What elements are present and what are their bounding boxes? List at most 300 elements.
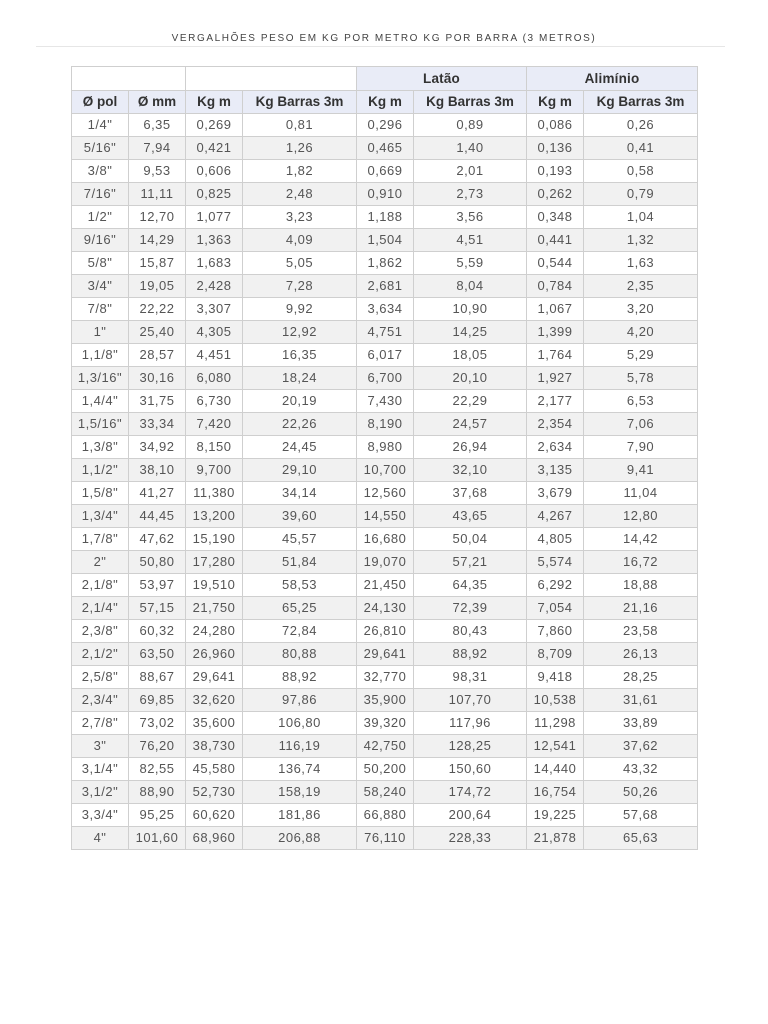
cell-diameter-inch: 1,3/8"	[72, 436, 129, 459]
cell-latao-kg-m: 26,810	[357, 620, 414, 643]
cell-latao-kg-bar: 174,72	[414, 781, 527, 804]
cell-latao-kg-bar: 72,39	[414, 597, 527, 620]
cell-diameter-mm: 63,50	[129, 643, 186, 666]
cell-diameter-mm: 73,02	[129, 712, 186, 735]
cell-kg-m: 60,620	[186, 804, 243, 827]
document-title: VERGALHÕES PESO EM KG POR METRO KG POR BARRA (3 METROS)	[171, 33, 597, 44]
cell-aluminio-kg-bar: 14,42	[584, 528, 698, 551]
cell-latao-kg-m: 1,188	[357, 206, 414, 229]
cell-kg-m: 4,305	[186, 321, 243, 344]
cell-latao-kg-bar: 0,89	[414, 114, 527, 137]
cell-kg-bar: 65,25	[243, 597, 357, 620]
cell-diameter-mm: 14,29	[129, 229, 186, 252]
cell-latao-kg-m: 14,550	[357, 505, 414, 528]
cell-kg-bar: 7,28	[243, 275, 357, 298]
cell-latao-kg-m: 12,560	[357, 482, 414, 505]
column-header-aluminio-kg-m: Kg m	[527, 91, 584, 114]
column-header-row	[72, 91, 698, 114]
cell-kg-m: 3,307	[186, 298, 243, 321]
table-row	[72, 252, 698, 275]
cell-latao-kg-bar: 1,40	[414, 137, 527, 160]
cell-latao-kg-m: 8,190	[357, 413, 414, 436]
cell-diameter-mm: 57,15	[129, 597, 186, 620]
cell-kg-m: 13,200	[186, 505, 243, 528]
cell-diameter-inch: 3"	[72, 735, 129, 758]
cell-latao-kg-bar: 37,68	[414, 482, 527, 505]
cell-diameter-inch: 5/16"	[72, 137, 129, 160]
cell-kg-bar: 34,14	[243, 482, 357, 505]
cell-aluminio-kg-bar: 9,41	[584, 459, 698, 482]
cell-aluminio-kg-bar: 5,29	[584, 344, 698, 367]
cell-aluminio-kg-bar: 37,62	[584, 735, 698, 758]
cell-latao-kg-bar: 3,56	[414, 206, 527, 229]
cell-latao-kg-m: 0,465	[357, 137, 414, 160]
cell-diameter-mm: 95,25	[129, 804, 186, 827]
cell-diameter-mm: 88,67	[129, 666, 186, 689]
cell-aluminio-kg-m: 11,298	[527, 712, 584, 735]
cell-latao-kg-bar: 88,92	[414, 643, 527, 666]
cell-latao-kg-bar: 128,25	[414, 735, 527, 758]
cell-diameter-inch: 1/4"	[72, 114, 129, 137]
table-row	[72, 551, 698, 574]
cell-diameter-inch: 1,3/16"	[72, 367, 129, 390]
cell-diameter-inch: 1,1/8"	[72, 344, 129, 367]
table-row	[72, 183, 698, 206]
cell-latao-kg-bar: 80,43	[414, 620, 527, 643]
cell-diameter-inch: 1,7/8"	[72, 528, 129, 551]
cell-diameter-inch: 4"	[72, 827, 129, 850]
cell-kg-m: 1,363	[186, 229, 243, 252]
cell-kg-bar: 16,35	[243, 344, 357, 367]
cell-kg-m: 1,077	[186, 206, 243, 229]
cell-diameter-mm: 15,87	[129, 252, 186, 275]
cell-latao-kg-m: 39,320	[357, 712, 414, 735]
cell-kg-m: 0,606	[186, 160, 243, 183]
cell-kg-bar: 80,88	[243, 643, 357, 666]
table-row	[72, 275, 698, 298]
cell-diameter-inch: 7/16"	[72, 183, 129, 206]
cell-aluminio-kg-bar: 28,25	[584, 666, 698, 689]
cell-aluminio-kg-m: 19,225	[527, 804, 584, 827]
cell-latao-kg-m: 35,900	[357, 689, 414, 712]
cell-kg-bar: 206,88	[243, 827, 357, 850]
column-header-kg-bar: Kg Barras 3m	[243, 91, 357, 114]
cell-diameter-inch: 9/16"	[72, 229, 129, 252]
cell-kg-bar: 51,84	[243, 551, 357, 574]
cell-latao-kg-m: 1,504	[357, 229, 414, 252]
cell-kg-bar: 45,57	[243, 528, 357, 551]
cell-aluminio-kg-bar: 43,32	[584, 758, 698, 781]
cell-kg-m: 0,825	[186, 183, 243, 206]
cell-aluminio-kg-bar: 1,32	[584, 229, 698, 252]
cell-latao-kg-m: 6,700	[357, 367, 414, 390]
cell-diameter-inch: 7/8"	[72, 298, 129, 321]
cell-kg-m: 29,641	[186, 666, 243, 689]
table-row	[72, 505, 698, 528]
cell-diameter-inch: 1/2"	[72, 206, 129, 229]
table-row	[72, 781, 698, 804]
cell-kg-bar: 106,80	[243, 712, 357, 735]
cell-aluminio-kg-m: 0,193	[527, 160, 584, 183]
table-row	[72, 114, 698, 137]
cell-aluminio-kg-bar: 21,16	[584, 597, 698, 620]
cell-aluminio-kg-m: 16,754	[527, 781, 584, 804]
cell-diameter-inch: 2,5/8"	[72, 666, 129, 689]
cell-aluminio-kg-bar: 65,63	[584, 827, 698, 850]
cell-diameter-mm: 34,92	[129, 436, 186, 459]
cell-aluminio-kg-bar: 6,53	[584, 390, 698, 413]
cell-aluminio-kg-m: 3,135	[527, 459, 584, 482]
cell-aluminio-kg-m: 4,267	[527, 505, 584, 528]
cell-aluminio-kg-bar: 4,20	[584, 321, 698, 344]
cell-latao-kg-m: 0,669	[357, 160, 414, 183]
cell-diameter-mm: 101,60	[129, 827, 186, 850]
cell-diameter-inch: 2,3/4"	[72, 689, 129, 712]
cell-latao-kg-bar: 117,96	[414, 712, 527, 735]
cell-kg-m: 32,620	[186, 689, 243, 712]
cell-aluminio-kg-m: 5,574	[527, 551, 584, 574]
cell-aluminio-kg-bar: 33,89	[584, 712, 698, 735]
cell-diameter-inch: 3,1/4"	[72, 758, 129, 781]
column-header-diameter-mm: Ø mm	[129, 91, 186, 114]
cell-kg-m: 68,960	[186, 827, 243, 850]
cell-latao-kg-bar: 20,10	[414, 367, 527, 390]
cell-kg-bar: 29,10	[243, 459, 357, 482]
cell-diameter-inch: 1"	[72, 321, 129, 344]
cell-latao-kg-bar: 22,29	[414, 390, 527, 413]
cell-kg-m: 35,600	[186, 712, 243, 735]
cell-aluminio-kg-bar: 7,90	[584, 436, 698, 459]
cell-latao-kg-bar: 10,90	[414, 298, 527, 321]
cell-kg-m: 38,730	[186, 735, 243, 758]
cell-diameter-mm: 6,35	[129, 114, 186, 137]
cell-diameter-mm: 88,90	[129, 781, 186, 804]
cell-diameter-mm: 41,27	[129, 482, 186, 505]
cell-kg-m: 1,683	[186, 252, 243, 275]
cell-kg-bar: 1,82	[243, 160, 357, 183]
table-row	[72, 413, 698, 436]
table-row	[72, 321, 698, 344]
table-row	[72, 482, 698, 505]
column-header-diameter-inch: Ø pol	[72, 91, 129, 114]
cell-aluminio-kg-bar: 1,04	[584, 206, 698, 229]
cell-aluminio-kg-m: 8,709	[527, 643, 584, 666]
cell-aluminio-kg-m: 14,440	[527, 758, 584, 781]
cell-aluminio-kg-bar: 1,63	[584, 252, 698, 275]
column-header-aluminio-kg-bar: Kg Barras 3m	[584, 91, 698, 114]
cell-latao-kg-bar: 43,65	[414, 505, 527, 528]
cell-kg-bar: 24,45	[243, 436, 357, 459]
cell-latao-kg-bar: 50,04	[414, 528, 527, 551]
cell-latao-kg-m: 7,430	[357, 390, 414, 413]
cell-kg-m: 24,280	[186, 620, 243, 643]
cell-diameter-mm: 50,80	[129, 551, 186, 574]
cell-diameter-inch: 3/8"	[72, 160, 129, 183]
cell-kg-m: 21,750	[186, 597, 243, 620]
cell-kg-bar: 2,48	[243, 183, 357, 206]
cell-aluminio-kg-m: 1,927	[527, 367, 584, 390]
table-row	[72, 459, 698, 482]
cell-kg-m: 15,190	[186, 528, 243, 551]
cell-latao-kg-m: 4,751	[357, 321, 414, 344]
table-row	[72, 574, 698, 597]
cell-kg-m: 6,080	[186, 367, 243, 390]
cell-kg-m: 52,730	[186, 781, 243, 804]
cell-kg-m: 0,269	[186, 114, 243, 137]
group-header-blank-2	[186, 67, 357, 91]
cell-latao-kg-bar: 4,51	[414, 229, 527, 252]
cell-kg-bar: 39,60	[243, 505, 357, 528]
table-row	[72, 344, 698, 367]
cell-kg-bar: 12,92	[243, 321, 357, 344]
cell-diameter-inch: 1,4/4"	[72, 390, 129, 413]
cell-kg-bar: 1,26	[243, 137, 357, 160]
cell-diameter-mm: 33,34	[129, 413, 186, 436]
cell-aluminio-kg-bar: 0,41	[584, 137, 698, 160]
cell-aluminio-kg-bar: 31,61	[584, 689, 698, 712]
cell-latao-kg-m: 6,017	[357, 344, 414, 367]
cell-diameter-inch: 2"	[72, 551, 129, 574]
cell-kg-bar: 3,23	[243, 206, 357, 229]
column-header-latao-kg-bar: Kg Barras 3m	[414, 91, 527, 114]
cell-kg-bar: 158,19	[243, 781, 357, 804]
cell-latao-kg-bar: 18,05	[414, 344, 527, 367]
cell-aluminio-kg-m: 2,177	[527, 390, 584, 413]
cell-latao-kg-m: 3,634	[357, 298, 414, 321]
cell-aluminio-kg-bar: 0,79	[584, 183, 698, 206]
cell-aluminio-kg-m: 0,348	[527, 206, 584, 229]
cell-latao-kg-bar: 150,60	[414, 758, 527, 781]
table-row	[72, 137, 698, 160]
cell-latao-kg-bar: 107,70	[414, 689, 527, 712]
cell-diameter-mm: 38,10	[129, 459, 186, 482]
cell-aluminio-kg-m: 7,860	[527, 620, 584, 643]
cell-latao-kg-m: 19,070	[357, 551, 414, 574]
cell-latao-kg-m: 32,770	[357, 666, 414, 689]
cell-kg-m: 19,510	[186, 574, 243, 597]
cell-latao-kg-m: 76,110	[357, 827, 414, 850]
cell-diameter-mm: 9,53	[129, 160, 186, 183]
cell-diameter-mm: 44,45	[129, 505, 186, 528]
group-header-blank	[72, 67, 186, 91]
cell-diameter-inch: 2,1/8"	[72, 574, 129, 597]
table-row	[72, 735, 698, 758]
cell-aluminio-kg-m: 7,054	[527, 597, 584, 620]
cell-diameter-inch: 2,7/8"	[72, 712, 129, 735]
cell-latao-kg-m: 1,862	[357, 252, 414, 275]
cell-diameter-inch: 1,1/2"	[72, 459, 129, 482]
cell-diameter-mm: 82,55	[129, 758, 186, 781]
cell-latao-kg-bar: 228,33	[414, 827, 527, 850]
cell-aluminio-kg-m: 2,354	[527, 413, 584, 436]
cell-diameter-mm: 60,32	[129, 620, 186, 643]
cell-aluminio-kg-bar: 26,13	[584, 643, 698, 666]
cell-kg-m: 11,380	[186, 482, 243, 505]
cell-diameter-inch: 2,3/8"	[72, 620, 129, 643]
cell-latao-kg-m: 0,296	[357, 114, 414, 137]
cell-aluminio-kg-m: 0,136	[527, 137, 584, 160]
cell-diameter-mm: 7,94	[129, 137, 186, 160]
cell-diameter-inch: 3/4"	[72, 275, 129, 298]
table-row	[72, 160, 698, 183]
cell-aluminio-kg-m: 3,679	[527, 482, 584, 505]
title-divider	[36, 46, 725, 47]
cell-aluminio-kg-bar: 11,04	[584, 482, 698, 505]
cell-aluminio-kg-m: 1,764	[527, 344, 584, 367]
cell-kg-bar: 0,81	[243, 114, 357, 137]
cell-aluminio-kg-m: 1,067	[527, 298, 584, 321]
cell-kg-m: 4,451	[186, 344, 243, 367]
cell-aluminio-kg-bar: 50,26	[584, 781, 698, 804]
table-row	[72, 758, 698, 781]
cell-kg-bar: 9,92	[243, 298, 357, 321]
cell-aluminio-kg-bar: 0,26	[584, 114, 698, 137]
cell-latao-kg-bar: 24,57	[414, 413, 527, 436]
table-row	[72, 689, 698, 712]
cell-aluminio-kg-m: 21,878	[527, 827, 584, 850]
cell-latao-kg-bar: 2,73	[414, 183, 527, 206]
cell-aluminio-kg-m: 1,399	[527, 321, 584, 344]
cell-latao-kg-bar: 32,10	[414, 459, 527, 482]
cell-aluminio-kg-m: 0,441	[527, 229, 584, 252]
table-row	[72, 206, 698, 229]
cell-latao-kg-bar: 8,04	[414, 275, 527, 298]
cell-latao-kg-bar: 14,25	[414, 321, 527, 344]
cell-diameter-mm: 25,40	[129, 321, 186, 344]
cell-aluminio-kg-bar: 18,88	[584, 574, 698, 597]
cell-kg-m: 17,280	[186, 551, 243, 574]
cell-aluminio-kg-m: 0,544	[527, 252, 584, 275]
table-row	[72, 620, 698, 643]
cell-latao-kg-bar: 98,31	[414, 666, 527, 689]
cell-kg-bar: 72,84	[243, 620, 357, 643]
group-header-row	[72, 67, 698, 91]
cell-latao-kg-m: 29,641	[357, 643, 414, 666]
cell-kg-m: 7,420	[186, 413, 243, 436]
cell-latao-kg-m: 10,700	[357, 459, 414, 482]
table-row	[72, 367, 698, 390]
cell-diameter-mm: 22,22	[129, 298, 186, 321]
cell-diameter-mm: 19,05	[129, 275, 186, 298]
cell-kg-bar: 116,19	[243, 735, 357, 758]
cell-latao-kg-m: 58,240	[357, 781, 414, 804]
cell-aluminio-kg-m: 0,784	[527, 275, 584, 298]
cell-aluminio-kg-bar: 16,72	[584, 551, 698, 574]
group-header-latao: Latão	[357, 67, 527, 91]
cell-latao-kg-m: 50,200	[357, 758, 414, 781]
cell-aluminio-kg-m: 4,805	[527, 528, 584, 551]
cell-diameter-mm: 76,20	[129, 735, 186, 758]
table-row	[72, 390, 698, 413]
cell-diameter-inch: 3,3/4"	[72, 804, 129, 827]
cell-latao-kg-m: 8,980	[357, 436, 414, 459]
cell-latao-kg-bar: 5,59	[414, 252, 527, 275]
table-body	[72, 114, 698, 850]
table-row	[72, 666, 698, 689]
cell-latao-kg-m: 21,450	[357, 574, 414, 597]
cell-kg-m: 9,700	[186, 459, 243, 482]
table-row	[72, 528, 698, 551]
column-header-kg-m: Kg m	[186, 91, 243, 114]
cell-diameter-mm: 31,75	[129, 390, 186, 413]
cell-kg-bar: 136,74	[243, 758, 357, 781]
cell-diameter-mm: 12,70	[129, 206, 186, 229]
cell-aluminio-kg-bar: 12,80	[584, 505, 698, 528]
cell-kg-bar: 5,05	[243, 252, 357, 275]
cell-diameter-mm: 69,85	[129, 689, 186, 712]
cell-latao-kg-m: 16,680	[357, 528, 414, 551]
cell-aluminio-kg-m: 0,262	[527, 183, 584, 206]
cell-kg-m: 8,150	[186, 436, 243, 459]
cell-aluminio-kg-m: 6,292	[527, 574, 584, 597]
column-header-latao-kg-m: Kg m	[357, 91, 414, 114]
cell-aluminio-kg-m: 12,541	[527, 735, 584, 758]
cell-kg-m: 2,428	[186, 275, 243, 298]
cell-diameter-inch: 2,1/4"	[72, 597, 129, 620]
cell-aluminio-kg-bar: 3,20	[584, 298, 698, 321]
cell-aluminio-kg-m: 2,634	[527, 436, 584, 459]
cell-kg-bar: 97,86	[243, 689, 357, 712]
cell-latao-kg-m: 0,910	[357, 183, 414, 206]
cell-aluminio-kg-bar: 57,68	[584, 804, 698, 827]
cell-kg-m: 6,730	[186, 390, 243, 413]
cell-aluminio-kg-bar: 5,78	[584, 367, 698, 390]
cell-diameter-mm: 28,57	[129, 344, 186, 367]
cell-latao-kg-m: 42,750	[357, 735, 414, 758]
cell-latao-kg-m: 24,130	[357, 597, 414, 620]
group-header-aluminio: Alimínio	[527, 67, 698, 91]
table-row	[72, 827, 698, 850]
cell-latao-kg-bar: 57,21	[414, 551, 527, 574]
cell-kg-bar: 58,53	[243, 574, 357, 597]
table-row	[72, 643, 698, 666]
cell-kg-bar: 20,19	[243, 390, 357, 413]
cell-aluminio-kg-m: 9,418	[527, 666, 584, 689]
cell-diameter-inch: 1,3/4"	[72, 505, 129, 528]
cell-diameter-inch: 3,1/2"	[72, 781, 129, 804]
cell-latao-kg-m: 2,681	[357, 275, 414, 298]
cell-latao-kg-bar: 64,35	[414, 574, 527, 597]
cell-latao-kg-bar: 2,01	[414, 160, 527, 183]
cell-diameter-inch: 2,1/2"	[72, 643, 129, 666]
cell-diameter-mm: 30,16	[129, 367, 186, 390]
table-row	[72, 712, 698, 735]
cell-kg-m: 45,580	[186, 758, 243, 781]
table-row	[72, 436, 698, 459]
cell-aluminio-kg-bar: 2,35	[584, 275, 698, 298]
cell-diameter-inch: 1,5/8"	[72, 482, 129, 505]
cell-diameter-mm: 11,11	[129, 183, 186, 206]
cell-diameter-inch: 1,5/16"	[72, 413, 129, 436]
cell-aluminio-kg-m: 10,538	[527, 689, 584, 712]
cell-latao-kg-bar: 26,94	[414, 436, 527, 459]
cell-kg-bar: 18,24	[243, 367, 357, 390]
cell-aluminio-kg-m: 0,086	[527, 114, 584, 137]
cell-diameter-inch: 5/8"	[72, 252, 129, 275]
cell-aluminio-kg-bar: 0,58	[584, 160, 698, 183]
cell-diameter-mm: 53,97	[129, 574, 186, 597]
cell-aluminio-kg-bar: 7,06	[584, 413, 698, 436]
table-row	[72, 298, 698, 321]
cell-aluminio-kg-bar: 23,58	[584, 620, 698, 643]
table-row	[72, 804, 698, 827]
rebar-weight-table	[71, 66, 698, 850]
cell-kg-m: 26,960	[186, 643, 243, 666]
table-row	[72, 597, 698, 620]
cell-kg-bar: 22,26	[243, 413, 357, 436]
cell-kg-bar: 4,09	[243, 229, 357, 252]
cell-latao-kg-bar: 200,64	[414, 804, 527, 827]
